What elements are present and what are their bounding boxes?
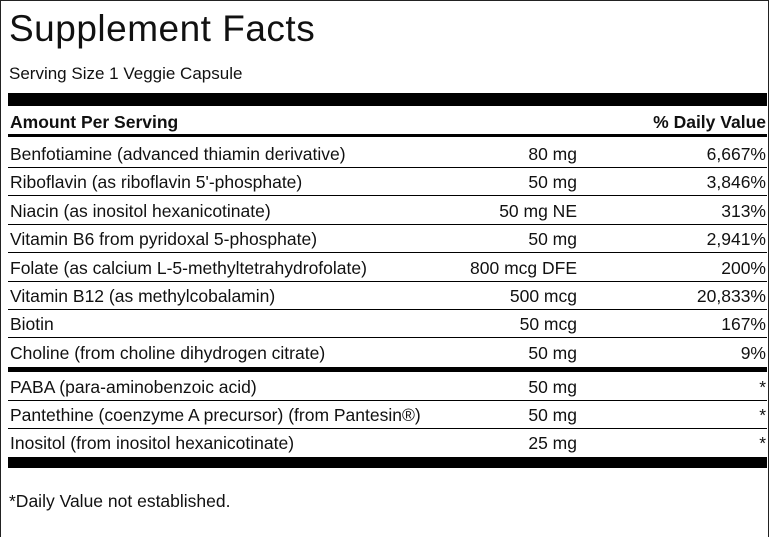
- nutrient-daily-value: *: [759, 433, 766, 453]
- nutrient-amount: 80 mg: [528, 144, 577, 164]
- serving-size: Serving Size 1 Veggie Capsule: [9, 64, 243, 83]
- nutrient-name: Inositol (from inositol hexanicotinate): [10, 433, 295, 453]
- nutrient-amount: 50 mg NE: [499, 201, 577, 221]
- footnote: *Daily Value not established.: [9, 491, 231, 511]
- nutrient-row: [8, 339, 767, 372]
- nutrient-name: Vitamin B12 (as methylcobalamin): [10, 286, 276, 306]
- nutrient-row: [8, 373, 767, 401]
- amount-per-serving-header: Amount Per Serving: [10, 112, 179, 132]
- nutrient-amount: 50 mg: [528, 229, 577, 249]
- nutrient-row: [8, 225, 767, 253]
- nutrient-daily-value: 3,846%: [706, 172, 766, 192]
- table-header: [8, 109, 767, 137]
- nutrient-name: Vitamin B6 from pyridoxal 5-phosphate): [10, 229, 318, 249]
- label-title: Supplement Facts: [9, 8, 316, 49]
- nutrient-row: [8, 429, 767, 457]
- nutrient-row: [8, 401, 767, 429]
- nutrient-name: PABA (para-aminobenzoic acid): [10, 377, 257, 397]
- nutrient-daily-value: 313%: [721, 201, 766, 221]
- nutrient-name: Folate (as calcium L-5-methyltetrahydrofolate): [10, 258, 367, 278]
- nutrient-daily-value: 20,833%: [696, 286, 766, 306]
- nutrient-amount: 50 mg: [528, 377, 577, 397]
- nutrient-daily-value: 200%: [721, 258, 766, 278]
- top-thick-divider: [8, 93, 767, 106]
- nutrient-daily-value: 2,941%: [706, 229, 766, 249]
- nutrient-row: [8, 282, 767, 310]
- nutrient-row: [8, 140, 767, 168]
- nutrient-name: Choline (from choline dihydrogen citrate): [10, 343, 326, 363]
- nutrient-daily-value: 6,667%: [706, 144, 766, 164]
- nutrient-name: Benfotiamine (advanced thiamin derivative): [10, 144, 346, 164]
- nutrient-amount: 50 mg: [528, 343, 577, 363]
- nutrient-amount: 25 mg: [528, 433, 577, 453]
- nutrient-name: Niacin (as inositol hexanicotinate): [10, 201, 271, 221]
- nutrient-amount: 500 mcg: [509, 286, 577, 306]
- nutrient-name: Pantethine (coenzyme A precursor) (from Pantesin®): [10, 405, 421, 425]
- nutrient-daily-value: 9%: [740, 343, 766, 363]
- nutrient-row: [8, 197, 767, 225]
- nutrient-amount: 50 mg: [528, 172, 577, 192]
- nutrient-amount: 800 mcg DFE: [470, 258, 577, 278]
- nutrient-amount: 50 mcg: [519, 314, 577, 334]
- nutrient-daily-value: *: [759, 405, 766, 425]
- nutrient-row: [8, 254, 767, 282]
- nutrient-row: [8, 168, 767, 196]
- nutrient-daily-value: *: [759, 377, 766, 397]
- nutrient-name: Riboflavin (as riboflavin 5'-phosphate): [10, 172, 303, 192]
- bottom-thick-divider: [8, 457, 767, 468]
- daily-value-header: % Daily Value: [653, 112, 766, 132]
- nutrient-row: [8, 310, 767, 338]
- nutrient-name: Biotin: [10, 314, 54, 334]
- nutrient-daily-value: 167%: [721, 314, 766, 334]
- nutrient-amount: 50 mg: [528, 405, 577, 425]
